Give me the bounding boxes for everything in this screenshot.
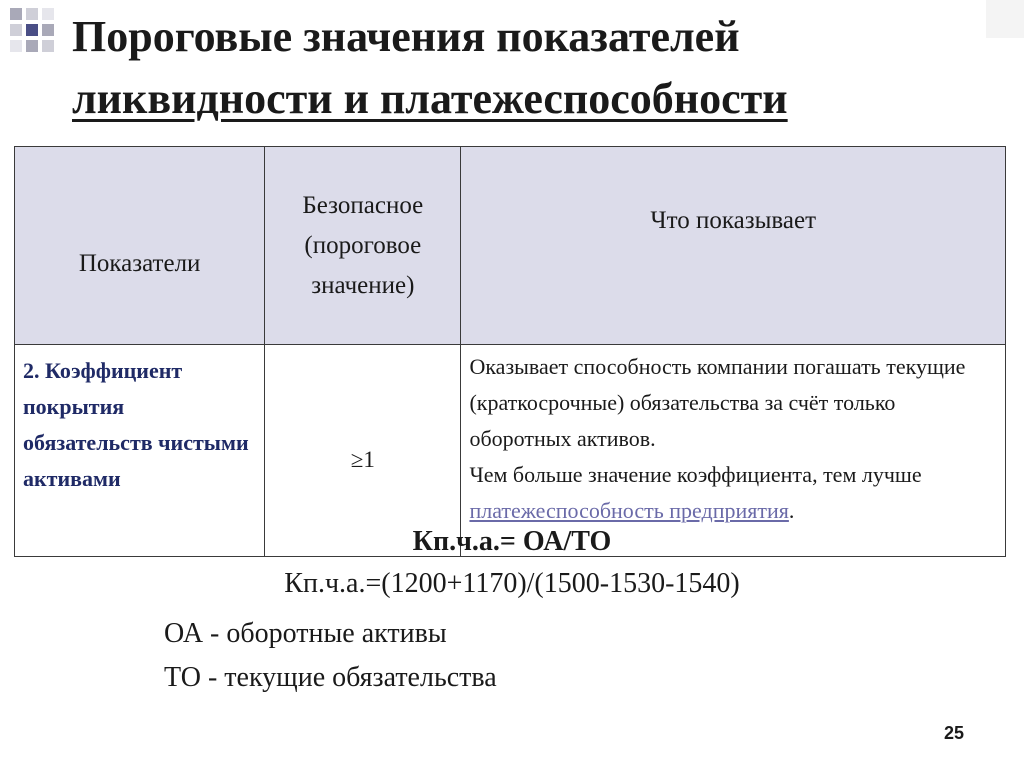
deco-square — [26, 24, 38, 36]
deco-square — [42, 40, 54, 52]
title-line-1: Пороговые значения показателей — [72, 12, 740, 61]
table-row — [15, 345, 1006, 557]
deco-square — [42, 24, 54, 36]
description-part-2-wrap — [469, 457, 999, 529]
deco-square — [10, 40, 22, 52]
deco-square — [26, 8, 38, 20]
formula-main: Кп.ч.а.= ОА/ТО — [412, 526, 612, 557]
definition-oa: ОА - оборотные активы — [164, 618, 447, 649]
threshold-value: ≥1 — [265, 345, 461, 557]
description-part-2: Чем больше значение коэффициента, тем лучше — [469, 462, 922, 487]
page-number: 25 — [943, 723, 964, 743]
solvency-link[interactable]: платежеспособность предприятия — [469, 498, 789, 523]
indicator-table — [14, 146, 1006, 557]
indicator-name: 2. Коэффициент покрытия обязательств чистыми активами — [15, 345, 265, 557]
header-what-shows: Что показывает — [461, 147, 1006, 345]
title-line-2: ликвидности и платежеспособности — [72, 74, 788, 123]
corner-decoration — [986, 0, 1024, 38]
deco-square — [10, 8, 22, 20]
header-threshold: Безопасное (пороговое значение) — [265, 147, 461, 345]
table-header-row — [15, 147, 1006, 345]
description-end: . — [788, 498, 795, 523]
header-indicators: Показатели — [15, 147, 265, 345]
deco-square — [26, 40, 38, 52]
description-part-1: Оказывает способность компании погашать текущие (краткосрочные) обязательства за счёт только оборотных активов. — [469, 354, 966, 451]
decorative-squares — [10, 8, 68, 60]
deco-square — [42, 8, 54, 20]
indicator-description — [461, 345, 1006, 557]
slide-title — [72, 6, 972, 130]
deco-square — [10, 24, 22, 36]
formula-calculation: Кп.ч.а.=(1200+1170)/(1500-1530-1540) — [284, 568, 740, 599]
definition-to: ТО - текущие обязательства — [164, 662, 497, 693]
